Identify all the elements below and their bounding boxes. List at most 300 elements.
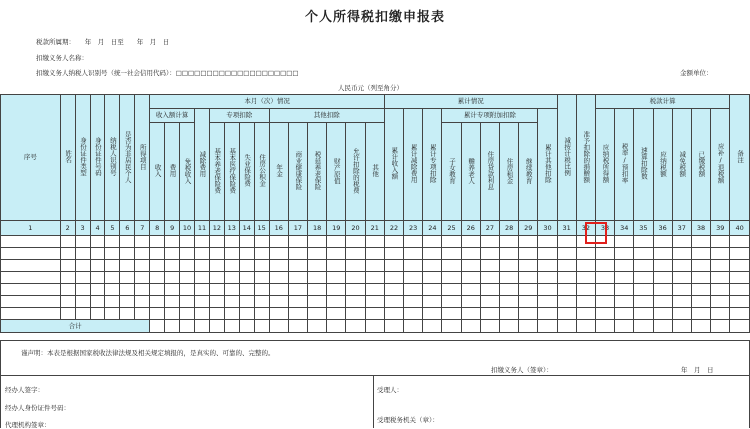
table-cell[interactable]: [538, 272, 557, 284]
table-cell[interactable]: [90, 284, 105, 296]
table-cell[interactable]: [135, 296, 150, 308]
table-cell[interactable]: [288, 296, 307, 308]
table-cell[interactable]: [135, 236, 150, 248]
table-cell[interactable]: [595, 296, 614, 308]
table-cell[interactable]: [120, 272, 135, 284]
table-cell[interactable]: [691, 308, 710, 320]
table-cell[interactable]: [120, 236, 135, 248]
table-cell[interactable]: [461, 296, 480, 308]
table-cell[interactable]: [519, 272, 538, 284]
table-cell[interactable]: [269, 272, 288, 284]
table-cell[interactable]: [346, 284, 365, 296]
table-cell[interactable]: [365, 272, 384, 284]
table-cell[interactable]: [327, 296, 346, 308]
table-cell[interactable]: [1, 236, 61, 248]
table-cell[interactable]: [423, 308, 442, 320]
table-cell[interactable]: [519, 236, 538, 248]
table-cell[interactable]: [653, 236, 672, 248]
table-cell[interactable]: [308, 284, 327, 296]
table-cell[interactable]: [615, 296, 634, 308]
table-cell[interactable]: [711, 248, 730, 260]
table-cell[interactable]: [557, 284, 576, 296]
table-cell[interactable]: [288, 284, 307, 296]
total-cell[interactable]: [672, 320, 691, 333]
table-cell[interactable]: [711, 260, 730, 272]
table-cell[interactable]: [557, 260, 576, 272]
table-cell[interactable]: [404, 296, 423, 308]
total-cell[interactable]: [165, 320, 180, 333]
table-cell[interactable]: [90, 236, 105, 248]
table-cell[interactable]: [538, 308, 557, 320]
table-cell[interactable]: [1, 296, 61, 308]
table-cell[interactable]: [730, 308, 750, 320]
table-cell[interactable]: [180, 284, 195, 296]
table-cell[interactable]: [423, 284, 442, 296]
table-cell[interactable]: [730, 248, 750, 260]
table-cell[interactable]: [519, 260, 538, 272]
table-cell[interactable]: [576, 272, 595, 284]
table-cell[interactable]: [308, 272, 327, 284]
table-cell[interactable]: [480, 296, 499, 308]
table-cell[interactable]: [480, 248, 499, 260]
total-cell[interactable]: [519, 320, 538, 333]
total-cell[interactable]: [180, 320, 195, 333]
table-cell[interactable]: [595, 260, 614, 272]
table-cell[interactable]: [730, 284, 750, 296]
table-cell[interactable]: [691, 248, 710, 260]
table-cell[interactable]: [165, 296, 180, 308]
table-cell[interactable]: [105, 284, 120, 296]
table-cell[interactable]: [195, 284, 210, 296]
table-cell[interactable]: [224, 308, 239, 320]
table-cell[interactable]: [519, 284, 538, 296]
table-cell[interactable]: [404, 236, 423, 248]
table-cell[interactable]: [711, 284, 730, 296]
table-cell[interactable]: [180, 260, 195, 272]
table-cell[interactable]: [165, 272, 180, 284]
table-cell[interactable]: [500, 284, 519, 296]
total-cell[interactable]: [634, 320, 653, 333]
table-cell[interactable]: [60, 296, 75, 308]
table-cell[interactable]: [519, 248, 538, 260]
table-cell[interactable]: [288, 308, 307, 320]
table-cell[interactable]: [538, 248, 557, 260]
table-cell[interactable]: [165, 248, 180, 260]
table-cell[interactable]: [327, 308, 346, 320]
table-cell[interactable]: [634, 236, 653, 248]
table-cell[interactable]: [691, 284, 710, 296]
table-cell[interactable]: [615, 236, 634, 248]
table-cell[interactable]: [691, 260, 710, 272]
total-cell[interactable]: [269, 320, 288, 333]
table-cell[interactable]: [224, 260, 239, 272]
table-cell[interactable]: [308, 296, 327, 308]
table-cell[interactable]: [461, 308, 480, 320]
total-cell[interactable]: [195, 320, 210, 333]
table-cell[interactable]: [672, 260, 691, 272]
table-cell[interactable]: [150, 248, 165, 260]
table-cell[interactable]: [634, 248, 653, 260]
table-cell[interactable]: [180, 296, 195, 308]
table-cell[interactable]: [557, 308, 576, 320]
table-cell[interactable]: [254, 296, 269, 308]
table-cell[interactable]: [60, 260, 75, 272]
table-cell[interactable]: [461, 272, 480, 284]
table-cell[interactable]: [557, 272, 576, 284]
table-cell[interactable]: [60, 284, 75, 296]
table-cell[interactable]: [365, 296, 384, 308]
table-cell[interactable]: [615, 308, 634, 320]
table-cell[interactable]: [135, 248, 150, 260]
table-cell[interactable]: [653, 308, 672, 320]
table-cell[interactable]: [423, 272, 442, 284]
table-cell[interactable]: [180, 248, 195, 260]
table-cell[interactable]: [150, 308, 165, 320]
table-cell[interactable]: [615, 272, 634, 284]
table-cell[interactable]: [327, 284, 346, 296]
table-cell[interactable]: [209, 260, 224, 272]
table-cell[interactable]: [327, 248, 346, 260]
table-cell[interactable]: [120, 308, 135, 320]
table-cell[interactable]: [209, 248, 224, 260]
table-cell[interactable]: [634, 272, 653, 284]
table-cell[interactable]: [288, 260, 307, 272]
table-cell[interactable]: [288, 248, 307, 260]
table-cell[interactable]: [500, 296, 519, 308]
table-cell[interactable]: [461, 284, 480, 296]
table-cell[interactable]: [672, 296, 691, 308]
table-cell[interactable]: [60, 236, 75, 248]
table-cell[interactable]: [404, 308, 423, 320]
table-cell[interactable]: [480, 284, 499, 296]
total-cell[interactable]: [557, 320, 576, 333]
table-cell[interactable]: [730, 296, 750, 308]
table-cell[interactable]: [672, 284, 691, 296]
table-cell[interactable]: [60, 308, 75, 320]
table-cell[interactable]: [269, 308, 288, 320]
table-cell[interactable]: [269, 260, 288, 272]
total-cell[interactable]: [327, 320, 346, 333]
table-cell[interactable]: [500, 236, 519, 248]
table-cell[interactable]: [442, 248, 461, 260]
total-cell[interactable]: [346, 320, 365, 333]
table-cell[interactable]: [1, 272, 61, 284]
table-cell[interactable]: [150, 236, 165, 248]
table-cell[interactable]: [1, 248, 61, 260]
table-cell[interactable]: [634, 296, 653, 308]
table-cell[interactable]: [595, 248, 614, 260]
table-cell[interactable]: [254, 272, 269, 284]
table-cell[interactable]: [105, 308, 120, 320]
table-cell[interactable]: [576, 248, 595, 260]
total-cell[interactable]: [615, 320, 634, 333]
table-cell[interactable]: [423, 296, 442, 308]
table-cell[interactable]: [254, 236, 269, 248]
table-cell[interactable]: [90, 248, 105, 260]
total-cell[interactable]: [423, 320, 442, 333]
table-cell[interactable]: [519, 296, 538, 308]
table-cell[interactable]: [672, 308, 691, 320]
table-cell[interactable]: [346, 248, 365, 260]
table-cell[interactable]: [105, 260, 120, 272]
table-cell[interactable]: [538, 284, 557, 296]
table-cell[interactable]: [346, 236, 365, 248]
table-cell[interactable]: [105, 296, 120, 308]
table-cell[interactable]: [404, 260, 423, 272]
total-cell[interactable]: [595, 320, 614, 333]
table-cell[interactable]: [480, 260, 499, 272]
table-cell[interactable]: [269, 236, 288, 248]
table-cell[interactable]: [653, 248, 672, 260]
table-cell[interactable]: [346, 260, 365, 272]
table-cell[interactable]: [365, 284, 384, 296]
table-cell[interactable]: [461, 236, 480, 248]
table-cell[interactable]: [135, 272, 150, 284]
table-cell[interactable]: [224, 236, 239, 248]
table-cell[interactable]: [595, 308, 614, 320]
table-cell[interactable]: [404, 284, 423, 296]
table-cell[interactable]: [691, 296, 710, 308]
table-cell[interactable]: [209, 308, 224, 320]
table-cell[interactable]: [90, 308, 105, 320]
table-cell[interactable]: [595, 272, 614, 284]
table-cell[interactable]: [672, 272, 691, 284]
table-cell[interactable]: [105, 248, 120, 260]
table-cell[interactable]: [254, 308, 269, 320]
table-cell[interactable]: [423, 248, 442, 260]
table-cell[interactable]: [711, 272, 730, 284]
total-cell[interactable]: [461, 320, 480, 333]
total-cell[interactable]: [365, 320, 384, 333]
table-cell[interactable]: [150, 260, 165, 272]
table-cell[interactable]: [308, 236, 327, 248]
total-cell[interactable]: [538, 320, 557, 333]
table-cell[interactable]: [120, 284, 135, 296]
table-cell[interactable]: [165, 236, 180, 248]
table-cell[interactable]: [90, 260, 105, 272]
table-cell[interactable]: [653, 260, 672, 272]
total-cell[interactable]: [308, 320, 327, 333]
total-cell[interactable]: [691, 320, 710, 333]
table-cell[interactable]: [269, 296, 288, 308]
table-cell[interactable]: [442, 284, 461, 296]
table-cell[interactable]: [75, 260, 90, 272]
table-cell[interactable]: [423, 236, 442, 248]
table-cell[interactable]: [60, 272, 75, 284]
table-cell[interactable]: [634, 284, 653, 296]
total-cell[interactable]: [254, 320, 269, 333]
table-cell[interactable]: [195, 296, 210, 308]
table-cell[interactable]: [576, 260, 595, 272]
table-cell[interactable]: [254, 260, 269, 272]
table-cell[interactable]: [480, 272, 499, 284]
table-cell[interactable]: [365, 248, 384, 260]
table-cell[interactable]: [691, 272, 710, 284]
table-cell[interactable]: [224, 272, 239, 284]
table-cell[interactable]: [150, 272, 165, 284]
table-cell[interactable]: [557, 248, 576, 260]
table-cell[interactable]: [1, 284, 61, 296]
table-cell[interactable]: [634, 260, 653, 272]
table-cell[interactable]: [165, 284, 180, 296]
table-cell[interactable]: [404, 272, 423, 284]
table-cell[interactable]: [384, 272, 403, 284]
table-cell[interactable]: [180, 272, 195, 284]
table-cell[interactable]: [500, 308, 519, 320]
table-cell[interactable]: [90, 272, 105, 284]
total-cell[interactable]: [576, 320, 595, 333]
table-cell[interactable]: [180, 308, 195, 320]
table-cell[interactable]: [327, 260, 346, 272]
table-cell[interactable]: [254, 284, 269, 296]
table-cell[interactable]: [224, 296, 239, 308]
table-cell[interactable]: [308, 308, 327, 320]
table-cell[interactable]: [672, 248, 691, 260]
table-cell[interactable]: [239, 272, 254, 284]
table-cell[interactable]: [60, 248, 75, 260]
table-cell[interactable]: [239, 260, 254, 272]
table-cell[interactable]: [209, 284, 224, 296]
table-cell[interactable]: [480, 236, 499, 248]
table-cell[interactable]: [195, 308, 210, 320]
table-cell[interactable]: [239, 236, 254, 248]
total-cell[interactable]: [711, 320, 730, 333]
total-cell[interactable]: [730, 320, 750, 333]
table-cell[interactable]: [269, 284, 288, 296]
table-cell[interactable]: [442, 272, 461, 284]
table-cell[interactable]: [165, 260, 180, 272]
table-cell[interactable]: [308, 260, 327, 272]
table-cell[interactable]: [120, 248, 135, 260]
table-cell[interactable]: [150, 284, 165, 296]
table-cell[interactable]: [615, 284, 634, 296]
table-cell[interactable]: [224, 284, 239, 296]
table-cell[interactable]: [288, 272, 307, 284]
table-cell[interactable]: [653, 296, 672, 308]
table-cell[interactable]: [195, 248, 210, 260]
table-cell[interactable]: [327, 236, 346, 248]
table-cell[interactable]: [224, 248, 239, 260]
table-cell[interactable]: [209, 272, 224, 284]
table-cell[interactable]: [384, 296, 403, 308]
table-cell[interactable]: [711, 236, 730, 248]
table-cell[interactable]: [730, 236, 750, 248]
table-cell[interactable]: [209, 296, 224, 308]
table-cell[interactable]: [634, 308, 653, 320]
table-cell[interactable]: [135, 260, 150, 272]
table-cell[interactable]: [165, 308, 180, 320]
table-cell[interactable]: [384, 260, 403, 272]
table-cell[interactable]: [346, 272, 365, 284]
table-cell[interactable]: [327, 272, 346, 284]
total-cell[interactable]: [288, 320, 307, 333]
table-cell[interactable]: [500, 248, 519, 260]
table-cell[interactable]: [576, 296, 595, 308]
table-cell[interactable]: [404, 248, 423, 260]
total-cell[interactable]: [653, 320, 672, 333]
table-cell[interactable]: [90, 296, 105, 308]
table-cell[interactable]: [615, 260, 634, 272]
table-cell[interactable]: [120, 260, 135, 272]
table-cell[interactable]: [1, 260, 61, 272]
table-cell[interactable]: [135, 308, 150, 320]
total-cell[interactable]: [500, 320, 519, 333]
total-cell[interactable]: [150, 320, 165, 333]
table-cell[interactable]: [209, 236, 224, 248]
table-cell[interactable]: [105, 236, 120, 248]
table-cell[interactable]: [239, 248, 254, 260]
table-cell[interactable]: [519, 308, 538, 320]
total-cell[interactable]: [404, 320, 423, 333]
table-cell[interactable]: [730, 272, 750, 284]
table-cell[interactable]: [500, 272, 519, 284]
table-cell[interactable]: [557, 236, 576, 248]
table-cell[interactable]: [180, 236, 195, 248]
table-cell[interactable]: [1, 308, 61, 320]
table-cell[interactable]: [75, 236, 90, 248]
table-cell[interactable]: [442, 296, 461, 308]
table-cell[interactable]: [442, 236, 461, 248]
table-cell[interactable]: [442, 260, 461, 272]
table-cell[interactable]: [691, 236, 710, 248]
table-cell[interactable]: [538, 236, 557, 248]
table-cell[interactable]: [239, 284, 254, 296]
total-cell[interactable]: [384, 320, 403, 333]
table-cell[interactable]: [615, 248, 634, 260]
total-cell[interactable]: [209, 320, 224, 333]
table-cell[interactable]: [346, 308, 365, 320]
table-cell[interactable]: [254, 248, 269, 260]
table-cell[interactable]: [480, 308, 499, 320]
table-cell[interactable]: [461, 260, 480, 272]
table-cell[interactable]: [653, 284, 672, 296]
table-cell[interactable]: [120, 296, 135, 308]
table-cell[interactable]: [105, 272, 120, 284]
table-cell[interactable]: [269, 248, 288, 260]
table-cell[interactable]: [711, 296, 730, 308]
table-cell[interactable]: [365, 260, 384, 272]
table-cell[interactable]: [195, 272, 210, 284]
total-cell[interactable]: [239, 320, 254, 333]
total-cell[interactable]: [480, 320, 499, 333]
table-cell[interactable]: [150, 296, 165, 308]
table-cell[interactable]: [346, 296, 365, 308]
total-cell[interactable]: [224, 320, 239, 333]
total-cell[interactable]: [442, 320, 461, 333]
table-cell[interactable]: [75, 296, 90, 308]
table-cell[interactable]: [672, 236, 691, 248]
table-cell[interactable]: [365, 308, 384, 320]
table-cell[interactable]: [75, 308, 90, 320]
table-cell[interactable]: [75, 284, 90, 296]
table-cell[interactable]: [75, 272, 90, 284]
table-cell[interactable]: [576, 308, 595, 320]
table-cell[interactable]: [500, 260, 519, 272]
table-cell[interactable]: [538, 260, 557, 272]
table-cell[interactable]: [195, 236, 210, 248]
table-cell[interactable]: [308, 248, 327, 260]
table-cell[interactable]: [384, 248, 403, 260]
table-cell[interactable]: [239, 296, 254, 308]
table-cell[interactable]: [365, 236, 384, 248]
table-cell[interactable]: [75, 248, 90, 260]
table-cell[interactable]: [730, 260, 750, 272]
table-cell[interactable]: [653, 272, 672, 284]
table-cell[interactable]: [384, 236, 403, 248]
table-cell[interactable]: [461, 248, 480, 260]
table-cell[interactable]: [423, 260, 442, 272]
table-cell[interactable]: [288, 236, 307, 248]
